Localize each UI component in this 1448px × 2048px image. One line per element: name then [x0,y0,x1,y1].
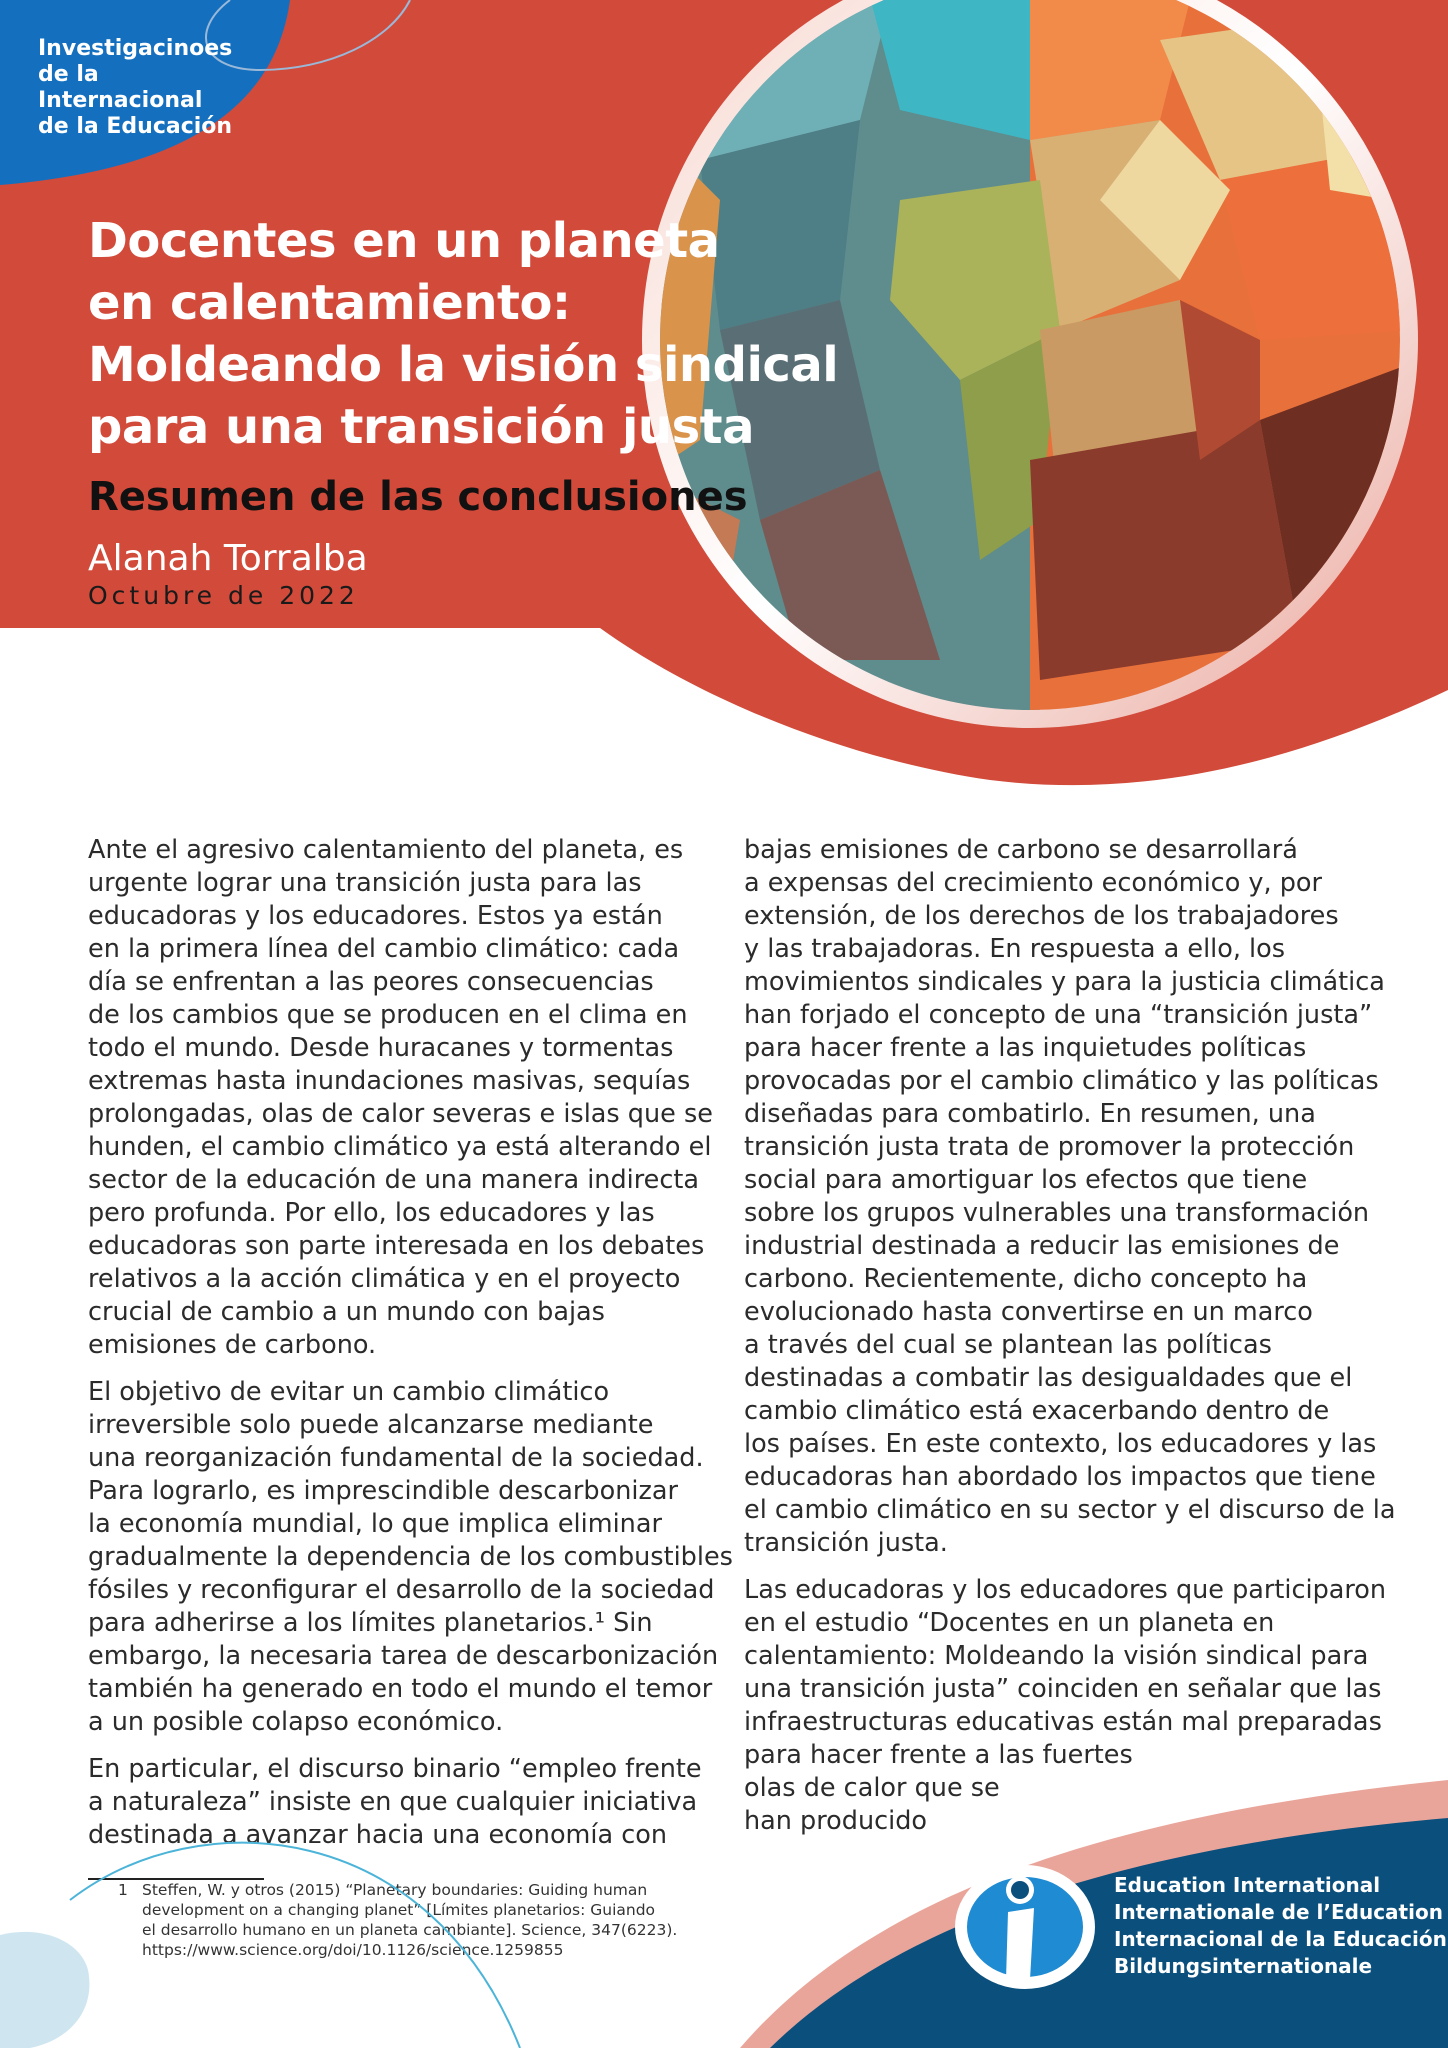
text-line: provocadas por el cambio climático y las políticas [744,1066,1379,1096]
text-line: sector de la educación de una manera indirecta [88,1165,699,1195]
text-line: urgente lograr una transición justa para las [88,868,642,898]
text-line: crucial de cambio a un mundo con bajas [88,1297,605,1327]
text-line: evolucionado hasta convertirse en un marco [744,1297,1313,1327]
ei-logo-icon [950,1852,1100,2002]
footnote-link[interactable]: https://www.science.org/doi/10.1126/science.1259855 [142,1941,564,1959]
text-line: a través del cual se plantean las políticas [744,1330,1272,1360]
footnote-line: Steffen, W. y otros (2015) “Planetary boundaries: Guiding human [142,1881,648,1899]
text-line: olas de calor que se [744,1773,1000,1803]
text-line: destinadas a combatir las desigualdades que el [744,1363,1353,1393]
text-line: han forjado el concepto de una “transición justa” [744,1000,1373,1030]
text-line: educadoras han abordado los impactos que tiene [744,1462,1376,1492]
text-line: y las trabajadoras. En respuesta a ello, los [744,934,1286,964]
text-line: los países. En este contexto, los educadores y las [744,1429,1377,1459]
text-line: pero profunda. Por ello, los educadores y las [88,1198,655,1228]
org-name-en: Education International [1114,1873,1381,1897]
text-line: irreversible solo puede alcanzarse mediante [88,1410,654,1440]
text-line: social para amortiguar los efectos que tiene [744,1165,1308,1195]
text-line: El objetivo de evitar un cambio climático [88,1377,610,1407]
text-line: industrial destinada a reducir las emisiones de [744,1231,1340,1261]
text-line: día se enfrentan a las peores consecuencias [88,967,654,997]
text-line: embargo, la necesaria tarea de descarbonización [88,1641,719,1671]
text-line: para hacer frente a las fuertes [744,1740,1133,1770]
text-line: Las educadoras y los educadores que participaron [744,1575,1387,1605]
text-line: la economía mundial, lo que implica eliminar [88,1509,662,1539]
text-line: han producido [744,1806,928,1836]
text-line: prolongadas, olas de calor severas e islas que se [88,1099,713,1129]
org-name-es: Internacional de la Educación [1114,1927,1447,1951]
footnote-number: 1 [118,1881,128,1899]
text-line: infraestructuras educativas están mal preparadas [744,1707,1382,1737]
text-line: también ha generado en todo el mundo el temor [88,1674,713,1704]
text-line: extensión, de los derechos de los trabajadores [744,901,1339,931]
text-line: el cambio climático en su sector y el discurso de la [744,1495,1396,1525]
text-line: movimientos sindicales y para la justicia climática [744,967,1385,997]
text-line: a expensas del crecimiento económico y, por [744,868,1322,898]
text-line: en la primera línea del cambio climático: cada [88,934,680,964]
text-line: en el estudio “Docentes en un planeta en [744,1608,1275,1638]
title-line: Moldeando la visión sindical [88,337,839,393]
text-line: En particular, el discurso binario “empleo frente [88,1754,702,1784]
footnote-line: development on a changing planet” [Límites planetarios: Guiando [142,1901,656,1919]
text-line: carbono. Recientemente, dicho concepto ha [744,1264,1308,1294]
text-line: Ante el agresivo calentamiento del planeta, es [88,835,684,865]
text-line: educadoras y los educadores. Estos ya están [88,901,663,931]
text-line: educadoras son parte interesada en los debates [88,1231,705,1261]
org-name-fr: Internationale de l’Education [1114,1900,1443,1924]
text-line: a un posible colapso económico. [88,1707,504,1737]
body-column-right [744,834,1396,1852]
text-line: relativos a la acción climática y en el proyecto [88,1264,681,1294]
body-paragraph [88,1376,733,1739]
text-line: sobre los grupos vulnerables una transformación [744,1198,1370,1228]
body-column-left [88,834,733,1866]
text-line: destinada a avanzar hacia una economía con [88,1820,667,1850]
text-line: a naturaleza” insiste en que cualquier iniciativa [88,1787,698,1817]
document-title [88,210,839,458]
text-line: emisiones de carbono. [88,1330,377,1360]
author-name: Alanah Torralba [88,538,368,579]
text-line: para adherirse a los límites planetarios.¹ Sin [88,1608,653,1638]
text-line: para hacer frente a las inquietudes políticas [744,1033,1307,1063]
organization-names [1114,1872,1447,1980]
text-line: de los cambios que se producen en el clima en [88,1000,688,1030]
footnote-line: el desarrollo humano en un planeta cambiante]. Science, 347(6223). [142,1921,678,1939]
text-line: todo el mundo. Desde huracanes y tormentas [88,1033,674,1063]
text-line: transición justa trata de promover la protección [744,1132,1355,1162]
text-line: hunden, el cambio climático ya está alterando el [88,1132,712,1162]
title-line: en calentamiento: [88,275,571,331]
text-line: bajas emisiones de carbono se desarrollará [744,835,1298,865]
text-line: fósiles y reconfigurar el desarrollo de la sociedad [88,1575,715,1605]
text-line: gradualmente la dependencia de los combustibles [88,1542,733,1572]
org-name-de: Bildungsinternationale [1114,1954,1373,1978]
publication-date: Octubre de 2022 [88,581,359,610]
text-line: diseñadas para combatirlo. En resumen, una [744,1099,1316,1129]
body-paragraph [744,834,1396,1560]
title-line: Docentes en un planeta [88,213,720,269]
series-name: Investigacinoes de la Internacional de la Educación [38,36,233,139]
document-subtitle: Resumen de las conclusiones [88,474,748,520]
text-line: transición justa. [744,1528,948,1558]
text-line: una reorganización fundamental de la sociedad. [88,1443,704,1473]
text-line: cambio climático está exacerbando dentro de [744,1396,1330,1426]
title-line: para una transición justa [88,399,754,455]
text-line: una transición justa” coinciden en señalar que las [744,1674,1382,1704]
text-line: calentamiento: Moldeando la visión sindical para [744,1641,1369,1671]
text-line: extremas hasta inundaciones masivas, sequías [88,1066,691,1096]
text-line: Para lograrlo, es imprescindible descarbonizar [88,1476,678,1506]
body-paragraph [88,834,720,1362]
